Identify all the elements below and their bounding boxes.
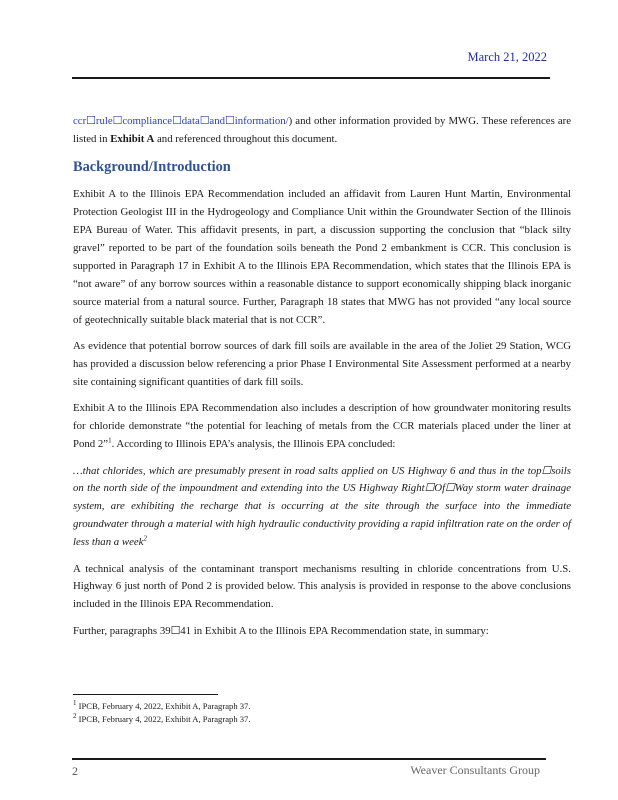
footnote-number: 2: [73, 712, 77, 721]
paragraph-analysis: A technical analysis of the contaminant transport mechanisms resulting in chloride concentrations from U.S. Highway 6 just north of Pond 2 is provided below. This analysis is provided in response to the above conclusions included in the Illinois EPA Recommendation.: [73, 562, 571, 611]
company-name: Weaver Consultants Group: [410, 763, 540, 777]
paragraph-affidavit: Exhibit A to the Illinois EPA Recommendation included an affidavit from Lauren Hunt Martin, Environmental Protection Geologist III in the Hydrogeology and Compliance Unit within the Groundwater Section of the Illinois EPA Bureau of Water. This affidavit presents, in part, a discussion supporting the conclusion that “black silty gravel” reported to be part of the foundation soils beneath the Pond 2 embankment is CCR. This conclusion is supported in Paragraph 17 in Exhibit A to the Illinois EPA Recommendation, which states that the Illinois EPA is “not aware” of any borrow sources within a reasonable distance to support economically shipping black inorganic source material from a natural source. Further, Paragraph 18 states that MWG has not provided “any local source of geotechnically suitable black material that is not CCR”.: [73, 188, 571, 326]
intro-text-2: and referenced throughout this document.: [154, 132, 338, 145]
chloride-text-2: . According to Illinois EPA’s analysis, the Illinois EPA concluded:: [111, 438, 396, 451]
footer-rule: [72, 758, 546, 760]
chloride-text-1: Exhibit A to the Illinois EPA Recommendation also includes a description of how groundwater monitoring results for chloride demonstrate “the potential for leaching of metals from the CCR materials placed under the liner at Pond 2”: [73, 402, 571, 451]
paragraph-borrow-sources: As evidence that potential borrow sources of dark fill soils are available in the area of the Joliet 29 Station, WCG has provided a discussion below referencing a prior Phase I Environmental Site Assessment performed at a nearby site containing significant quantities of dark fill soils.: [73, 340, 571, 388]
footnote-number: 1: [73, 699, 77, 708]
paragraph-chloride: [73, 400, 571, 454]
footnotes: [73, 700, 251, 726]
intro-text-1: ) and other information provided by MWG. These references are listed in: [73, 115, 571, 145]
footnote-2: [73, 713, 251, 726]
document-body: [73, 113, 571, 649]
quote-text: …that chlorides, which are presumably present in road salts applied on US Highway 6 and thus in the top☐soils on the north side of the impoundment and extending into the US Highway Right☐Of☐Way storm water drainage system, are exhibiting the recharge that is occurring at the site through the surface into the immediate groundwater through a material with high hydraulic conductivity providing a rapid infiltration rate on the order of less than a week: [73, 464, 571, 549]
block-quote: [73, 463, 571, 553]
paragraph-summary: Further, paragraphs 39☐41 in Exhibit A to the Illinois EPA Recommendation state, in summary:: [73, 624, 489, 637]
exhibit-reference: Exhibit A: [110, 132, 155, 145]
header-date: March 21, 2022: [467, 50, 547, 64]
footnote-ref-2[interactable]: 2: [143, 534, 147, 543]
footnote-1: [73, 700, 251, 713]
source-link[interactable]: ccr☐rule☐compliance☐data☐and☐information/: [73, 115, 289, 127]
footnote-separator: [73, 694, 218, 695]
page-number: 2: [72, 764, 78, 778]
footnote-ref-1[interactable]: 1: [108, 436, 112, 445]
intro-paragraph: [73, 113, 571, 149]
footnote-text: IPCB, February 4, 2022, Exhibit A, Paragraph 37.: [76, 714, 251, 724]
header-rule: [72, 77, 550, 79]
footnote-text: IPCB, February 4, 2022, Exhibit A, Paragraph 37.: [76, 701, 251, 711]
section-heading: Background/Introduction: [73, 159, 231, 176]
